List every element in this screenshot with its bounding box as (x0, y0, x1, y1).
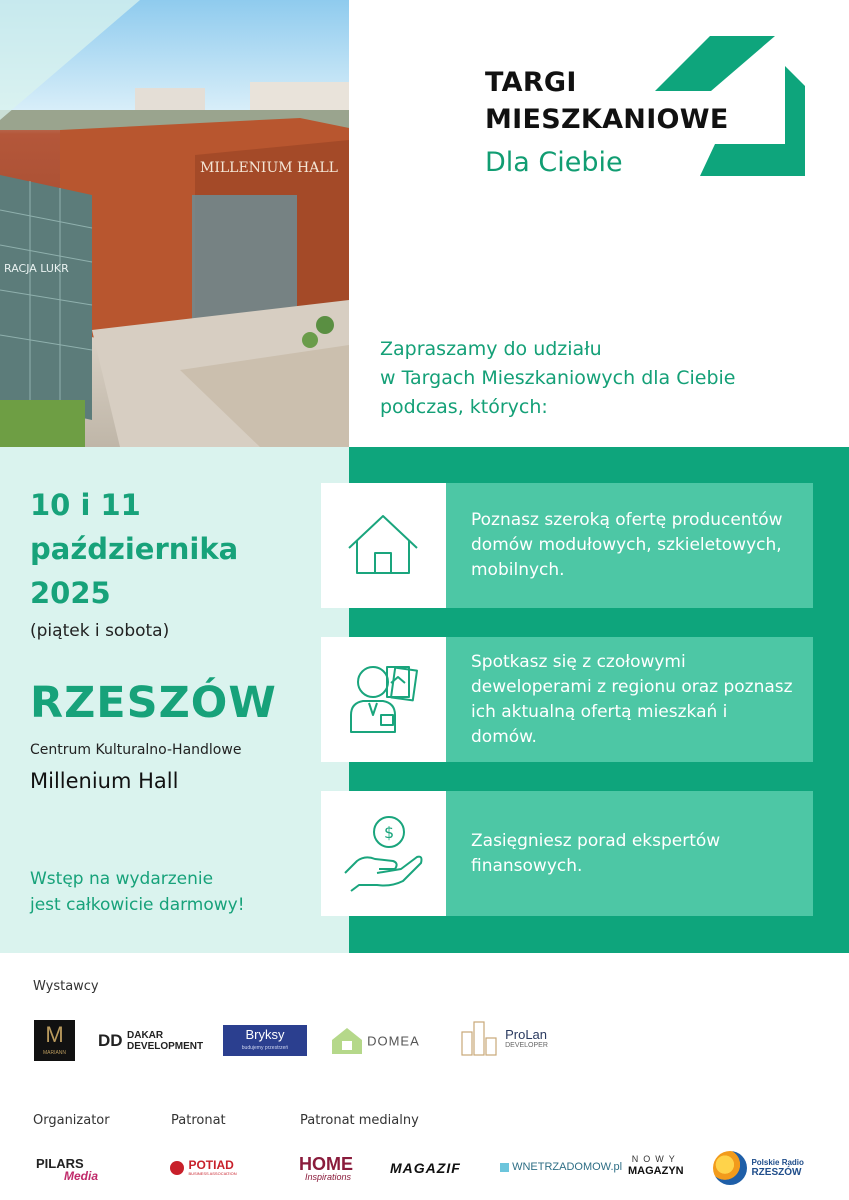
benefit-card-1 (446, 483, 813, 608)
logo-mariann (34, 1020, 75, 1061)
logo-mariann-sub: MARIANN (42, 1050, 67, 1056)
radio-sub: RZESZÓW (751, 1167, 802, 1178)
benefit-text-2: Spotkasz się z czołowymi deweloperami z regionu oraz poznasz ich aktualną ofertą mieszkań i domów. (471, 651, 793, 747)
logo-prolan (460, 1020, 548, 1056)
wnetrza-name: WNETRZADOMOW.pl (512, 1161, 623, 1174)
svg-text:$: $ (384, 823, 395, 842)
free-line-1: Wstęp na wydarzenie (30, 869, 214, 889)
radio-logo-icon (713, 1151, 747, 1185)
date-line-1: 10 i 11 (30, 488, 141, 522)
nowy-name: NOWY (631, 1154, 680, 1164)
prolan-name: ProLan (505, 1027, 548, 1042)
benefit-card-2 (446, 637, 813, 762)
logo-bryksy (223, 1025, 307, 1056)
logo-magazif: MAGAZIF (390, 1160, 461, 1176)
home-name: HOME (299, 1154, 353, 1174)
intro-line-3: podczas, których: (380, 396, 548, 418)
money-hand-icon (321, 791, 446, 916)
dakar-mark: DD (98, 1031, 123, 1050)
venue-name: Millenium Hall (30, 769, 179, 793)
wnetrza-square-icon (500, 1163, 509, 1172)
domea-house-icon (332, 1027, 362, 1055)
organizer-label: Organizator (33, 1113, 110, 1128)
pilars-sub: Media (64, 1169, 99, 1183)
free-line-2: jest całkowicie darmowy! (30, 895, 245, 915)
building-sign: MILLENIUM HALL (200, 160, 338, 176)
event-days: (piątek i sobota) (30, 621, 170, 641)
logo-domea (332, 1027, 420, 1055)
logo-home-inspirations (299, 1156, 353, 1182)
logo-nowy-magazyn (628, 1154, 684, 1178)
benefit-text-3: Zasięgniesz porad ekspertów finansowych. (471, 830, 721, 876)
money-hand-icon-box (321, 791, 446, 916)
potiad-globe-icon (170, 1161, 184, 1175)
date-line-2: października (30, 532, 239, 566)
nowy-sub: MAGAZYN (628, 1165, 684, 1177)
logo-dakar (98, 1030, 203, 1052)
developer-icon (321, 637, 446, 762)
prolan-buildings-icon (460, 1020, 500, 1056)
logo-potiad (170, 1159, 237, 1177)
dakar-sub: DEVELOPMENT (127, 1041, 204, 1052)
intro-line-1: Zapraszamy do udziału (380, 338, 602, 360)
house-icon-box (321, 483, 446, 608)
patron-label: Patronat (171, 1113, 226, 1128)
media-patron-label: Patronat medialny (300, 1113, 419, 1128)
bryksy-sub: budujemy przestrzeń (241, 1045, 289, 1051)
potiad-sub: BUSINESS ASSOCIATION (188, 1171, 237, 1177)
title-line-1: TARGI (485, 67, 577, 98)
benefit-card-3 (446, 791, 813, 916)
potiad-name: POTIAD (188, 1158, 234, 1173)
domea-name: DOMEA (367, 1033, 420, 1049)
intro-line-2: w Targach Mieszkaniowych dla Ciebie (380, 367, 736, 389)
pilars-name: PILARS (36, 1156, 84, 1171)
house-icon (321, 483, 446, 608)
intro-text (380, 335, 820, 422)
logo-mariann-text: M (45, 1022, 64, 1047)
venue-type: Centrum Kulturalno-Handlowe (30, 742, 242, 758)
exhibitors-label: Wystawcy (33, 979, 99, 994)
event-date (30, 483, 340, 615)
side-sign: RACJA LUKR (4, 262, 69, 275)
logo-polskie-radio (713, 1151, 804, 1185)
bryksy-name: Bryksy (245, 1027, 285, 1042)
event-title (485, 64, 729, 138)
title-line-2: MIESZKANIOWE (485, 104, 729, 135)
home-sub: Inspirations (305, 1172, 352, 1182)
event-city: RZESZÓW (30, 678, 277, 728)
date-line-3: 2025 (30, 576, 111, 610)
prolan-sub: DEVELOPER (505, 1042, 548, 1049)
event-subtitle: Dla Ciebie (485, 147, 623, 178)
logo-wnetrzadomow (500, 1161, 622, 1173)
benefit-text-1: Poznasz szeroką ofertę producentów domów modułowych, szkieletowych, mobilnych. (471, 510, 783, 580)
radio-name: Polskie Radio (751, 1158, 804, 1167)
free-entry-note (30, 866, 330, 918)
developer-icon-box (321, 637, 446, 762)
dakar-name: DAKAR (127, 1030, 164, 1041)
logo-pilars-media (36, 1157, 98, 1183)
